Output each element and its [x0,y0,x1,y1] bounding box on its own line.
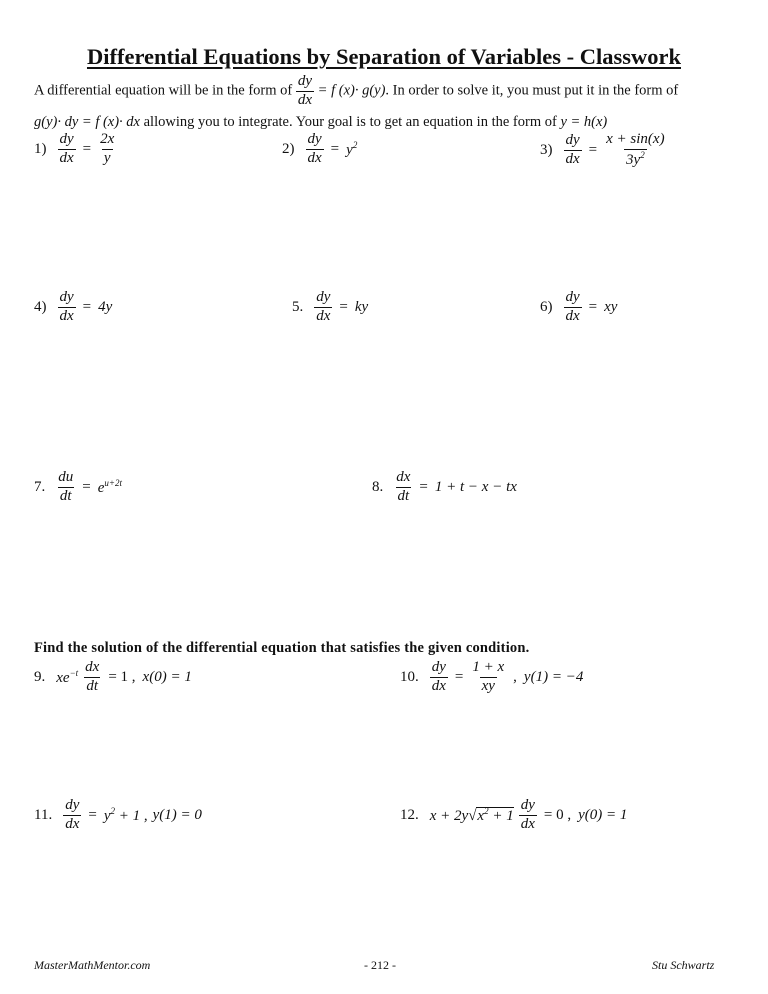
problem-5: 5. $\frac{dy}{dx}$ = ky [292,289,369,324]
intro-line-1 [34,74,678,109]
form-equation-rhs: = f (x)· g(y) [317,82,386,99]
footer-website: MasterMathMentor.com [34,958,151,972]
problem-11-number: 11. [34,806,53,823]
problem-1: 1) $\frac{dy}{dx}$ = $\frac{2x}{y}$ [34,131,115,166]
problem-9-number: 9. [34,668,46,685]
problem-2-number: 2) [282,140,295,157]
problem-8-number: 8. [372,478,384,495]
problem-7-number: 7. [34,478,46,495]
section-heading: Find the solution of the differential equation that satisfies the given condition. [34,640,530,656]
problem-12-number: 12. [400,806,419,823]
problem-6-number: 6) [540,298,553,315]
intro-line1-suffix: . In order to solve it, you must put it in the form of [385,82,679,99]
problem-12: 12. $x + 2y√x^2 + 1$ $\frac{dy}{dx}$ = 0 , y(0) = 1 [400,797,628,832]
problem-4-number: 4) [34,298,47,315]
intro-line1-prefix: A differential equation will be in the form of [34,82,293,99]
problem-7: 7. $\frac{du}{dt}$ = $e^{u+2t}$ [34,469,122,504]
problem-4: 4) $\frac{dy}{dx}$ = 4y [34,289,113,324]
problem-1-number: 1) [34,140,47,157]
footer-author: Stu Schwartz [652,958,715,972]
problem-10-number: 10. [400,668,419,685]
problem-9: 9. $xe^{-t}$ $\frac{dx}{dt}$ = 1 , x(0) = 1 [34,659,192,694]
separated-form: g(y)· dy = f (x)· dx [34,114,140,130]
problem-8: 8. $\frac{dx}{dt}$ = 1 + t − x − tx [372,469,517,504]
problem-6: 6) $\frac{dy}{dx}$ = xy [540,289,618,324]
problem-5-number: 5. [292,298,304,315]
problem-10: 10. $\frac{dy}{dx}$ = $\frac{1 + x}{xy}$ , y(1) = −4 [400,659,584,694]
page-title: Differential Equations by Separation of Variables - Classwork [86,44,681,69]
problem-11: 11. $\frac{dy}{dx}$ = $y^2 + 1$ , y(1) = 0 [34,797,202,832]
problem-3-number: 3) [540,141,553,158]
intro-line2-middle: allowing you to integrate. Your goal is to get an equation in the form of [143,114,557,130]
intro-line-2 [34,114,607,131]
form-equation: $\frac{dy}{dx}$ [297,73,313,108]
goal-form: y = h(x) [560,114,608,130]
footer-page-number: - 212 - [364,958,396,972]
problem-2: 2) $\frac{dy}{dx}$ = $y^2$ [282,131,358,166]
problem-3: 3) $\frac{dy}{dx}$ = $\frac{x + \sin(x)}{3y^2}$ [540,131,665,168]
